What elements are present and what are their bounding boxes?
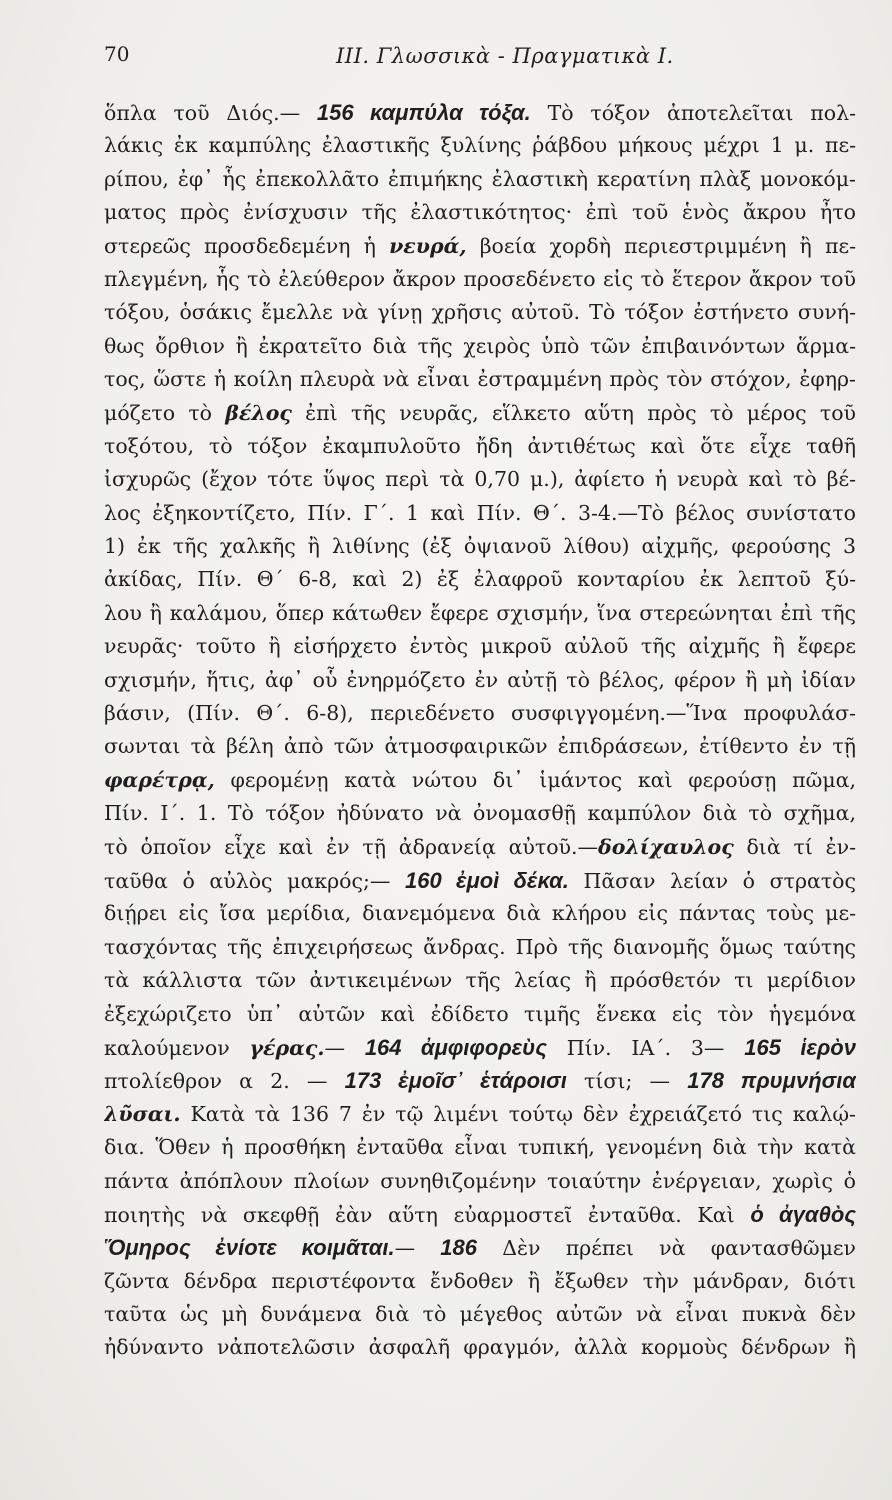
text-line [104,1031,856,1064]
text-line [104,430,856,463]
text-segment: διὰ τί ἐν- [733,834,856,859]
page-number: 70 [104,42,130,66]
text-segment: τασχόντας τῆς ἐπιχειρήσεως ἄνδρας. Πρὸ τῆς διανομῆς ὅμως ταύτης [104,934,856,959]
text-segment: Πᾶσαν λείαν ὁ στρατὸς [568,868,856,893]
text-segment: μόζετο τὸ [104,400,226,425]
text-segment: Πίν. Ι΄. 1. Τὸ τόξον ἠδύνατο νὰ ὀνομασθῇ καμπύλον διὰ τὸ σχῆμα, [104,801,856,826]
text-line [104,797,856,830]
text-segment: διῄρει εἰς ἴσα μερίδια, διανεμόμενα διὰ κλήρου εἰς πάντας τοὺς με- [104,901,856,926]
text-segment: ἠδύναντο νἀποτελῶσιν ἀσφαλῆ φραγμόν, ἀλλὰ κορμοὺς δένδρων ἢ [104,1335,856,1360]
emphasized-text: 160 ἐμοὶ δέκα. [405,867,569,893]
text-line [104,1165,856,1198]
text-line [104,263,856,296]
text-segment: ποιητὴς νὰ σκεφθῇ ἐὰν αὕτη εὐαρμοστεῖ ἐνταῦθα. Καὶ [104,1202,751,1227]
text-line [104,697,856,730]
text-segment: δια. Ὅθεν ἡ προσθήκη ἐνταῦθα εἶναι τυπική, γενομένη διὰ τὴν κατὰ [104,1135,856,1160]
text-segment: τος, ὥστε ἡ κοίλη πλευρὰ νὰ εἶναι ἐστραμμένη πρὸς τὸν στόχον, ἐφηρ- [104,367,856,392]
text-line [104,497,856,530]
text-line [104,1231,856,1264]
text-line [104,230,856,263]
text-line [104,897,856,930]
emphasized-text: ὁ ἀγαθὸς [750,1201,856,1227]
text-line [104,363,856,396]
text-line [104,463,856,496]
text-segment: Δὲν πρέπει νὰ φαντασθῶμεν [477,1236,856,1261]
text-line [104,1131,856,1164]
text-line [104,931,856,964]
text-segment: — [324,1035,365,1060]
text-segment: βοεία χορδὴ περιεστριμμένη ἢ πε- [466,233,856,258]
text-segment: σχισμήν, ἥτις, ἀφ᾽ οὗ ἐνηρμόζετο ἐν αὐτῇ τὸ βέλος, φέρον ἢ μὴ ἰδίαν [104,667,856,692]
text-line [104,664,856,697]
text-line [104,530,856,563]
emphasized-text: γέρας. [249,1035,325,1060]
text-segment: ἐπὶ τῆς νευρᾶς, εἵλκετο αὕτη πρὸς τὸ μέρος τοῦ [291,400,856,425]
text-line [104,998,856,1031]
emphasized-text: 178 πρυμνήσια [687,1068,856,1094]
text-segment: ἀκίδας, Πίν. Θ΄ 6-8, καὶ 2) ἐξ ἐλαφροῦ κονταρίου ἐκ λεπτοῦ ξύ- [104,567,856,592]
emphasized-text: Ὅμηρος ἐνίοτε κοιμᾶται. [104,1235,395,1261]
emphasized-text: φαρέτρᾳ, [104,767,215,792]
text-segment: τὰ κάλλιστα τῶν ἀντικειμένων τῆς λείας ἢ πρόσθετόν τι μερίδιον [104,968,856,993]
text-segment: πτολίεθρον α 2. — [104,1069,345,1094]
text-line [104,96,856,129]
text-line [104,831,856,864]
text-segment: τοξότου, τὸ τόξον ἐκαμπυλοῦτο ἤδη ἀντιθέτως καὶ ὅτε εἶχε ταθῆ [104,433,856,458]
emphasized-text: 165 ἱερὸν [744,1034,856,1060]
text-line [104,764,856,797]
text-line [104,864,856,897]
running-title: III. Γλωσσικὰ - Πραγματικὰ Ι. [336,44,674,68]
text-line [104,1098,856,1131]
text-segment: θως ὄρθιον ἢ ἐκρατεῖτο διὰ τῆς χειρὸς ὑπὸ τῶν ἐπιβαινόντων ἅρμα- [104,333,856,358]
text-segment: ἐξεχώριζετο ὑπ᾽ αὐτῶν καὶ ἐδίδετο τιμῆς ἕνεκα εἰς τὸν ἡγεμόνα [104,1001,856,1026]
text-line [104,630,856,663]
text-segment: ταῦτα ὡς μὴ δυνάμενα διὰ τὸ μέγεθος αὐτῶν νὰ εἶναι πυκνὰ δὲν [104,1302,856,1327]
text-line [104,563,856,596]
text-line [104,1064,856,1097]
emphasized-text: 164 ἀμφιφορεὺς [364,1034,547,1060]
text-segment: ἰσχυρῶς (ἔχον τότε ὕψος περὶ τὰ 0,70 μ.), ἀφίετο ἡ νευρὰ καὶ τὸ βέ- [104,467,856,492]
text-line [104,1298,856,1331]
text-segment: Κατὰ τὰ 136 7 ἐν τῷ λιμένι τούτῳ δὲν ἐχρειάζετό τις καλῴ- [180,1101,856,1126]
text-segment: ζῶντα δένδρα περιστέφοντα ἔνδοθεν ἢ ἔξωθεν τὴν μάνδραν, διότι [104,1268,856,1293]
body-text [104,96,856,1365]
text-segment: νευρᾶς· τοῦτο ἢ εἰσήρχετο ἐντὸς μικροῦ αὐλοῦ τῆς αἰχμῆς ἢ ἔφερε [104,634,856,659]
text-line [104,163,856,196]
text-segment: λος ἐξηκοντίζετο, Πίν. Γ΄. 1 καὶ Πίν. Θ΄. 3-4.—Τὸ βέλος συνίστατο [104,500,856,525]
text-line [104,1331,856,1364]
text-segment: τόξου, ὁσάκις ἔμελλε νὰ γίνῃ χρῆσις αὐτοῦ. Τὸ τόξον ἐστήνετο συνή- [104,300,856,325]
text-segment: — [394,1236,441,1261]
text-line [104,1198,856,1231]
emphasized-text: 156 καμπύλα τόξα. [316,100,531,125]
emphasized-text: 173 ἐμοῖσ᾽ ἑτάροισι [344,1068,567,1094]
text-segment: καλούμενον [104,1035,250,1060]
emphasized-text: λῦσαι. [104,1101,181,1126]
text-segment: ταῦθα ὁ αὐλὸς μακρός;— [104,868,406,893]
text-segment: σωνται τὰ βέλη ἀπὸ τῶν ἀτμοσφαιρικῶν ἐπιδράσεων, ἐτίθεντο ἐν τῇ [104,734,856,759]
text-segment: τὸ ὁποῖον εἶχε καὶ ἐν τῇ ἀδρανείᾳ αὐτοῦ.— [104,834,599,859]
emphasized-text: βέλος [225,400,292,425]
text-line [104,296,856,329]
text-segment: Πίν. ΙΑ΄. 3— [546,1035,745,1060]
text-segment: φερομένῃ κατὰ νώτου δι᾽ ἱμάντος καὶ φερούσῃ πῶμα, [214,767,856,792]
emphasized-text: 186 [440,1235,478,1261]
text-segment: ὅπλα τοῦ Διός.— [104,101,317,125]
text-line [104,397,856,430]
text-line [104,1265,856,1298]
emphasized-text: νευρά, [389,233,467,258]
text-segment: βάσιν, (Πίν. Θ΄. 6-8), περιεδένετο συσφιγγομένη.—Ἵνα προφυλάσ- [104,701,856,726]
text-segment: ματος πρὸς ἐνίσχυσιν τῆς ἐλαστικότητος· ἐπὶ τοῦ ἑνὸς ἄκρου ἦτο [104,200,856,225]
text-segment: λου ἢ καλάμου, ὅπερ κάτωθεν ἔφερε σχισμήν, ἵνα στερεώνηται ἐπὶ τῆς [104,600,856,625]
text-segment: Τὸ τόξον ἀποτελεῖται πολ- [530,101,856,125]
text-segment: στερεῶς προσδεδεμένη ἡ [104,233,390,258]
text-line [104,964,856,997]
text-line [104,597,856,630]
text-segment: 1) ἐκ τῆς χαλκῆς ἢ λιθίνης (ἐξ ὀψιανοῦ λίθου) αἰχμῆς, φερούσης 3 [104,534,856,559]
text-line [104,196,856,229]
text-segment: λάκις ἐκ καμπύλης ἐλαστικῆς ξυλίνης ῥάβδου μήκους μέχρι 1 μ. πε- [104,133,856,158]
text-line [104,330,856,363]
text-segment: τίσι; — [566,1069,688,1094]
text-line [104,129,856,162]
text-line [104,730,856,763]
text-segment: πάντα ἀπόπλουν πλοίων συνηθιζομένην τοιαύτην ἐνέργειαν, χωρὶς ὁ [104,1168,856,1193]
text-segment: ρίπου, ἐφ᾽ ἧς ἐπεκολλᾶτο ἐπιμήκης ἐλαστικὴ κερατίνη πλὰξ μονοκόμ- [104,166,856,191]
page-header [104,42,844,82]
text-segment: πλεγμένη, ἧς τὸ ἐλεύθερον ἄκρον προσεδένετο εἰς τὸ ἕτερον ἄκρον τοῦ [104,266,856,291]
emphasized-text: δολίχαυλος [598,834,734,859]
